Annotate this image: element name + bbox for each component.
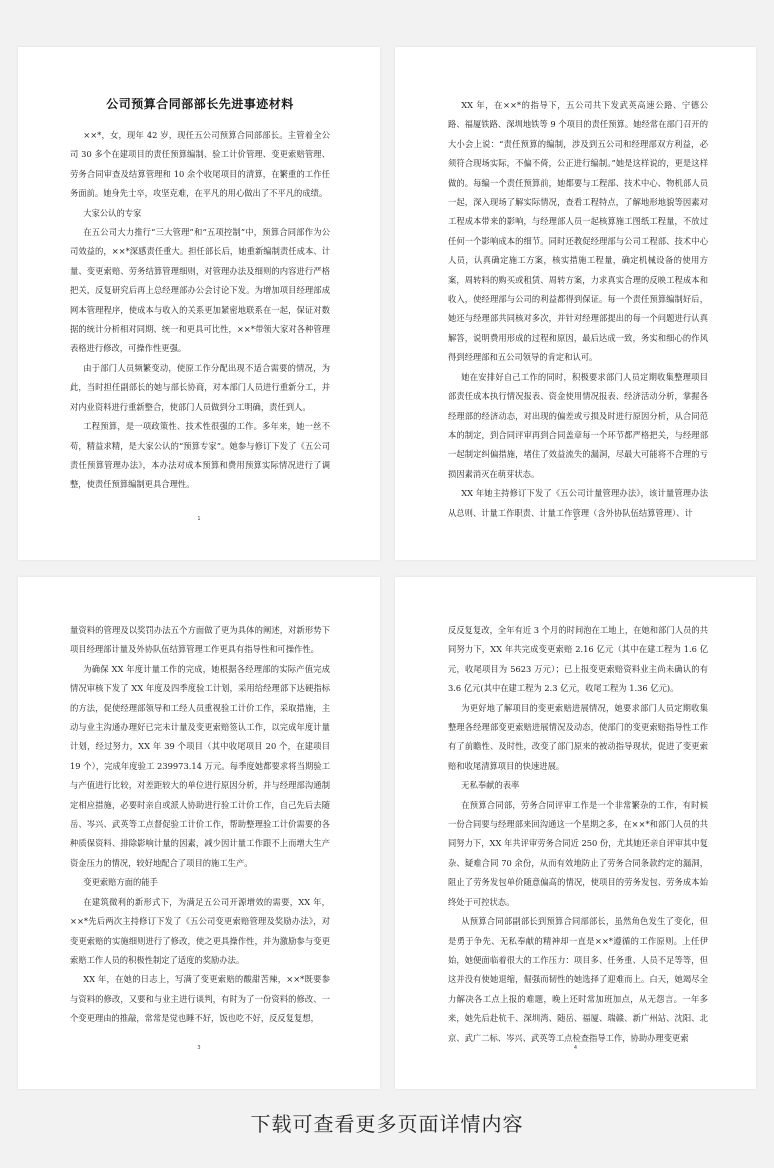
paragraph: XX 年，在她的日志上，写满了变更索赔的酸甜苦辣，××*既要参与资料的修改，又要和与业主进行谈判，有时为了一份资料的修改、一个变更理由的推敲，常常是觉也睡不好，饭也吃不好，反反复复想， xyxy=(70,974,330,1024)
document-title: 公司预算合同部部长先进事迹材料 xyxy=(106,97,294,111)
paragraph: 工程预算，是一项政策性、技术性很强的工作。多年来，她一丝不苟，精益求精，是大家公认的“预算专家”。她参与修订下发了《五公司责任预算管理办法》，本办法对成本预算和费用预算实际情况进行了调整，使责任预算编制更具合理性。 xyxy=(70,421,330,490)
paragraph: 在预算合同部，劳务合同评审工作是一个非常繁杂的工作，有时候一份合同要与经理部来回沟通这一个星期之多，在××*和部门人员的共同努力下，XX 年共评审劳务合同近 250 份，尤其她还亲自评审其中复杂、疑难合同 70 余份，从而有效地防止了劳务合同条款约定的漏洞，阻止了劳务发包单价随意偏高的情况，使项目的劳务发包、劳务成本始终处于可控状态。 xyxy=(448,799,708,907)
paragraph: 量资料的管理及以奖罚办法五个方面做了更为具体的阐述，对新形势下项目经理部计量及外协队伍结算管理工作更具有指导性和可操作性。 xyxy=(70,625,330,655)
document-page-1 xyxy=(18,47,380,560)
paragraph: 她在安排好自己工作的同时，积极要求部门人员定期收集整理项目部责任成本执行情况报表、资金使用情况报表、经济活动分析，掌握各经理部的经济动态，对出现的偏差或亏损及时进行原因分析，从合同范本的制定，到合同评审再到合同盖章每一个环节都严格把关，与经理部一起制定纠偏措施，堵住了效益流失的漏洞，尽最大可能将不合理的亏损因素消灭在萌芽状态。 xyxy=(448,371,708,479)
paragraph: 从预算合同部副部长到预算合同部部长，虽然角色发生了变化，但是勇于争先、无私奉献的精神却一直是××*遵循的工作原则。上任伊始，她便面临着很大的工作压力：项目多、任务重、人员不足等等，但这并没有使她退缩，倔强而韧性的她选择了迎难而上。白天，她竭尽全力解决各工点上报的难题，晚上还时常加班加点，从无怨言。一年多来，她先后赴杭千、深圳湾、随岳、福厦、瑞赣、新广州站、沈阳、北京、武广二标、岑兴、武英等工点检查指导工作，协助办理变更索 xyxy=(448,916,708,1043)
paragraph: XX 年她主持修订下发了《五公司计量管理办法》，该计量管理办法从总则、计量工作职责、计量工作管理（含外协队伍结算管理）、计 xyxy=(448,488,708,518)
paragraph: 由于部门人员频繁变动，使原工作分配出现不适合需要的情况，为此，当时担任副部长的她与部长协商，对本部门人员进行重新分工，并对内业资料进行重新整合，使部门人员做到分工明确，责任到人。 xyxy=(70,362,330,412)
page-number: 4 xyxy=(573,1045,578,1051)
page-number: 3 xyxy=(197,1045,201,1051)
document-page-4 xyxy=(395,577,756,1089)
page-number: 2 xyxy=(573,516,578,522)
paragraph: 反反复复改，全年有近 3 个月的时间泡在工地上，在她和部门人员的共同努力下，XX 年共完成变更索赔 2.16 亿元（其中在建工程为 1.6 亿元，收尾项目为 5623 万元）；已上报变更索赔资料业主尚未确认的有 3.6 亿元(其中在建工程为 2.3 亿元，收尾工程为 1.36 亿元)。 xyxy=(448,625,708,694)
paragraph: XX 年，在××*的指导下，五公司共下发武英高速公路、宁德公路、福厦铁路、深圳地铁等 9 个项目的责任预算。她经常在部门召开的大小会上说：“责任预算的编制，涉及到五公司和经理部双方利益，必须符合现场实际，不偏不倚，公正进行编制。”她是这样说的，更是这样做的。每编一个责任预算前，她都要与工程部、技术中心、物机部人员一起，深入现场了解实际情况，查看工程特点，了解地形地貌等因素对工程成本带来的影响，与经理部人员一起核算施工图纸工程量，不放过任何一个影响成本的细节。同时还教促经理部与公司工程部、技术中心人员，认真确定施工方案，核实措施工程量，确定机械设备的使用方案，周转料的购买或租赁、周转方案，力求真实合理的反映工程成本和收入，使经理部与公司的利益都得到保证。每一个责任预算编制好后，她还与经理部共同核对多次，并针对经理部提出的每一个问题进行认真解答，说明费用形成的过程和原因，最后达成一致，务实和细心的作风得到经理部和五公司领导的肯定和认可。 xyxy=(448,100,708,363)
paragraph: ××*，女，现年 42 岁，现任五公司预算合同部部长。主管着全公司 30 多个在建项目的责任预算编制、验工计价管理、变更索赔管理、劳务合同审查及结算管理和 10 余个收尾项目的清算，在繁重的工作任务面前。她身先士卒，攻坚克难，在平凡的用心做出了不平凡的成绩。 xyxy=(70,130,330,199)
paragraph: 为更好地了解项目的变更索赔进展情况，她要求部门人员定期收集整理各经理部变更索赔进展情况及动态，使部门的变更索赔指导性工作有了前瞻性、及时性，改变了部门原来的被动指导现状，促进了变更索赔和收尾清算项目的快速进展。 xyxy=(448,702,708,771)
section-heading: 无私奉献的表率 xyxy=(461,780,520,791)
document-page-2 xyxy=(395,47,756,560)
document-page-3 xyxy=(18,577,380,1089)
download-more-link[interactable]: 下载可查看更多页面详情内容 xyxy=(250,1112,524,1136)
section-heading: 变更索赔方面的能手 xyxy=(83,877,158,888)
section-heading: 大家公认的专家 xyxy=(83,207,142,218)
paragraph: 在五公司大力推行“三大管理”和“五项控制”中，预算合同部作为公司效益的，××*深感责任重大。担任部长后，她重新编制责任成本、计量、变更索赔、劳务结算管理细则，对管理办法及细则的内容进行严格把关，反复研究后再上总经理部办公会讨论下发。为增加项目经理部成网本管理程序，使成本与收入的关系更加紧密地联系在一起，保证对数据的统计分析相对同期、统一和更具可比性，××*带领大家对各种管理表格进行修改，可操作性更强。 xyxy=(70,227,330,354)
paragraph: 在建筑微利的新形式下，为满足五公司开源增效的需要，XX 年，××*先后两次主持修订下发了《五公司变更索赔管理及奖励办法》，对变更索赔的实施细则进行了修改，使之更具操作性，并为激励参与变更索赔工作人员的积极性制定了适度的奖励办法。 xyxy=(70,896,330,965)
paragraph: 为确保 XX 年度计量工作的完成，她根据各经理部的实际产值完成情况审核下发了 XX 年度及四季度验工计划，采用给经理部下达硬指标的方法，促使经理部领导和工经人员重视验工计价工作，采取措施，主动与业主沟通办理好已完未计量及变更索赔签认工作，以完成年度计量计划，经过努力，XX 年 39 个项目（其中收尾项目 20 个，在建项目 19 个），完成年度验工 239973.14 万元。每季度她都要求将当期验工与产值进行比较，对差距较大的单位进行原因分析，并与经理部沟通制定相应措施，必要时亲自或派人协助进行验工计价工作，自己先后去随岳、岑兴、武英等工点督促验工计价工作，帮助整理验工计价需要的各种质保资料、排除影响计量的因素，减少因计量工作跟不上而增大生产资金压力的情况，较好地配合了项目的施工生产。 xyxy=(70,663,330,868)
page-number: 1 xyxy=(197,516,201,522)
